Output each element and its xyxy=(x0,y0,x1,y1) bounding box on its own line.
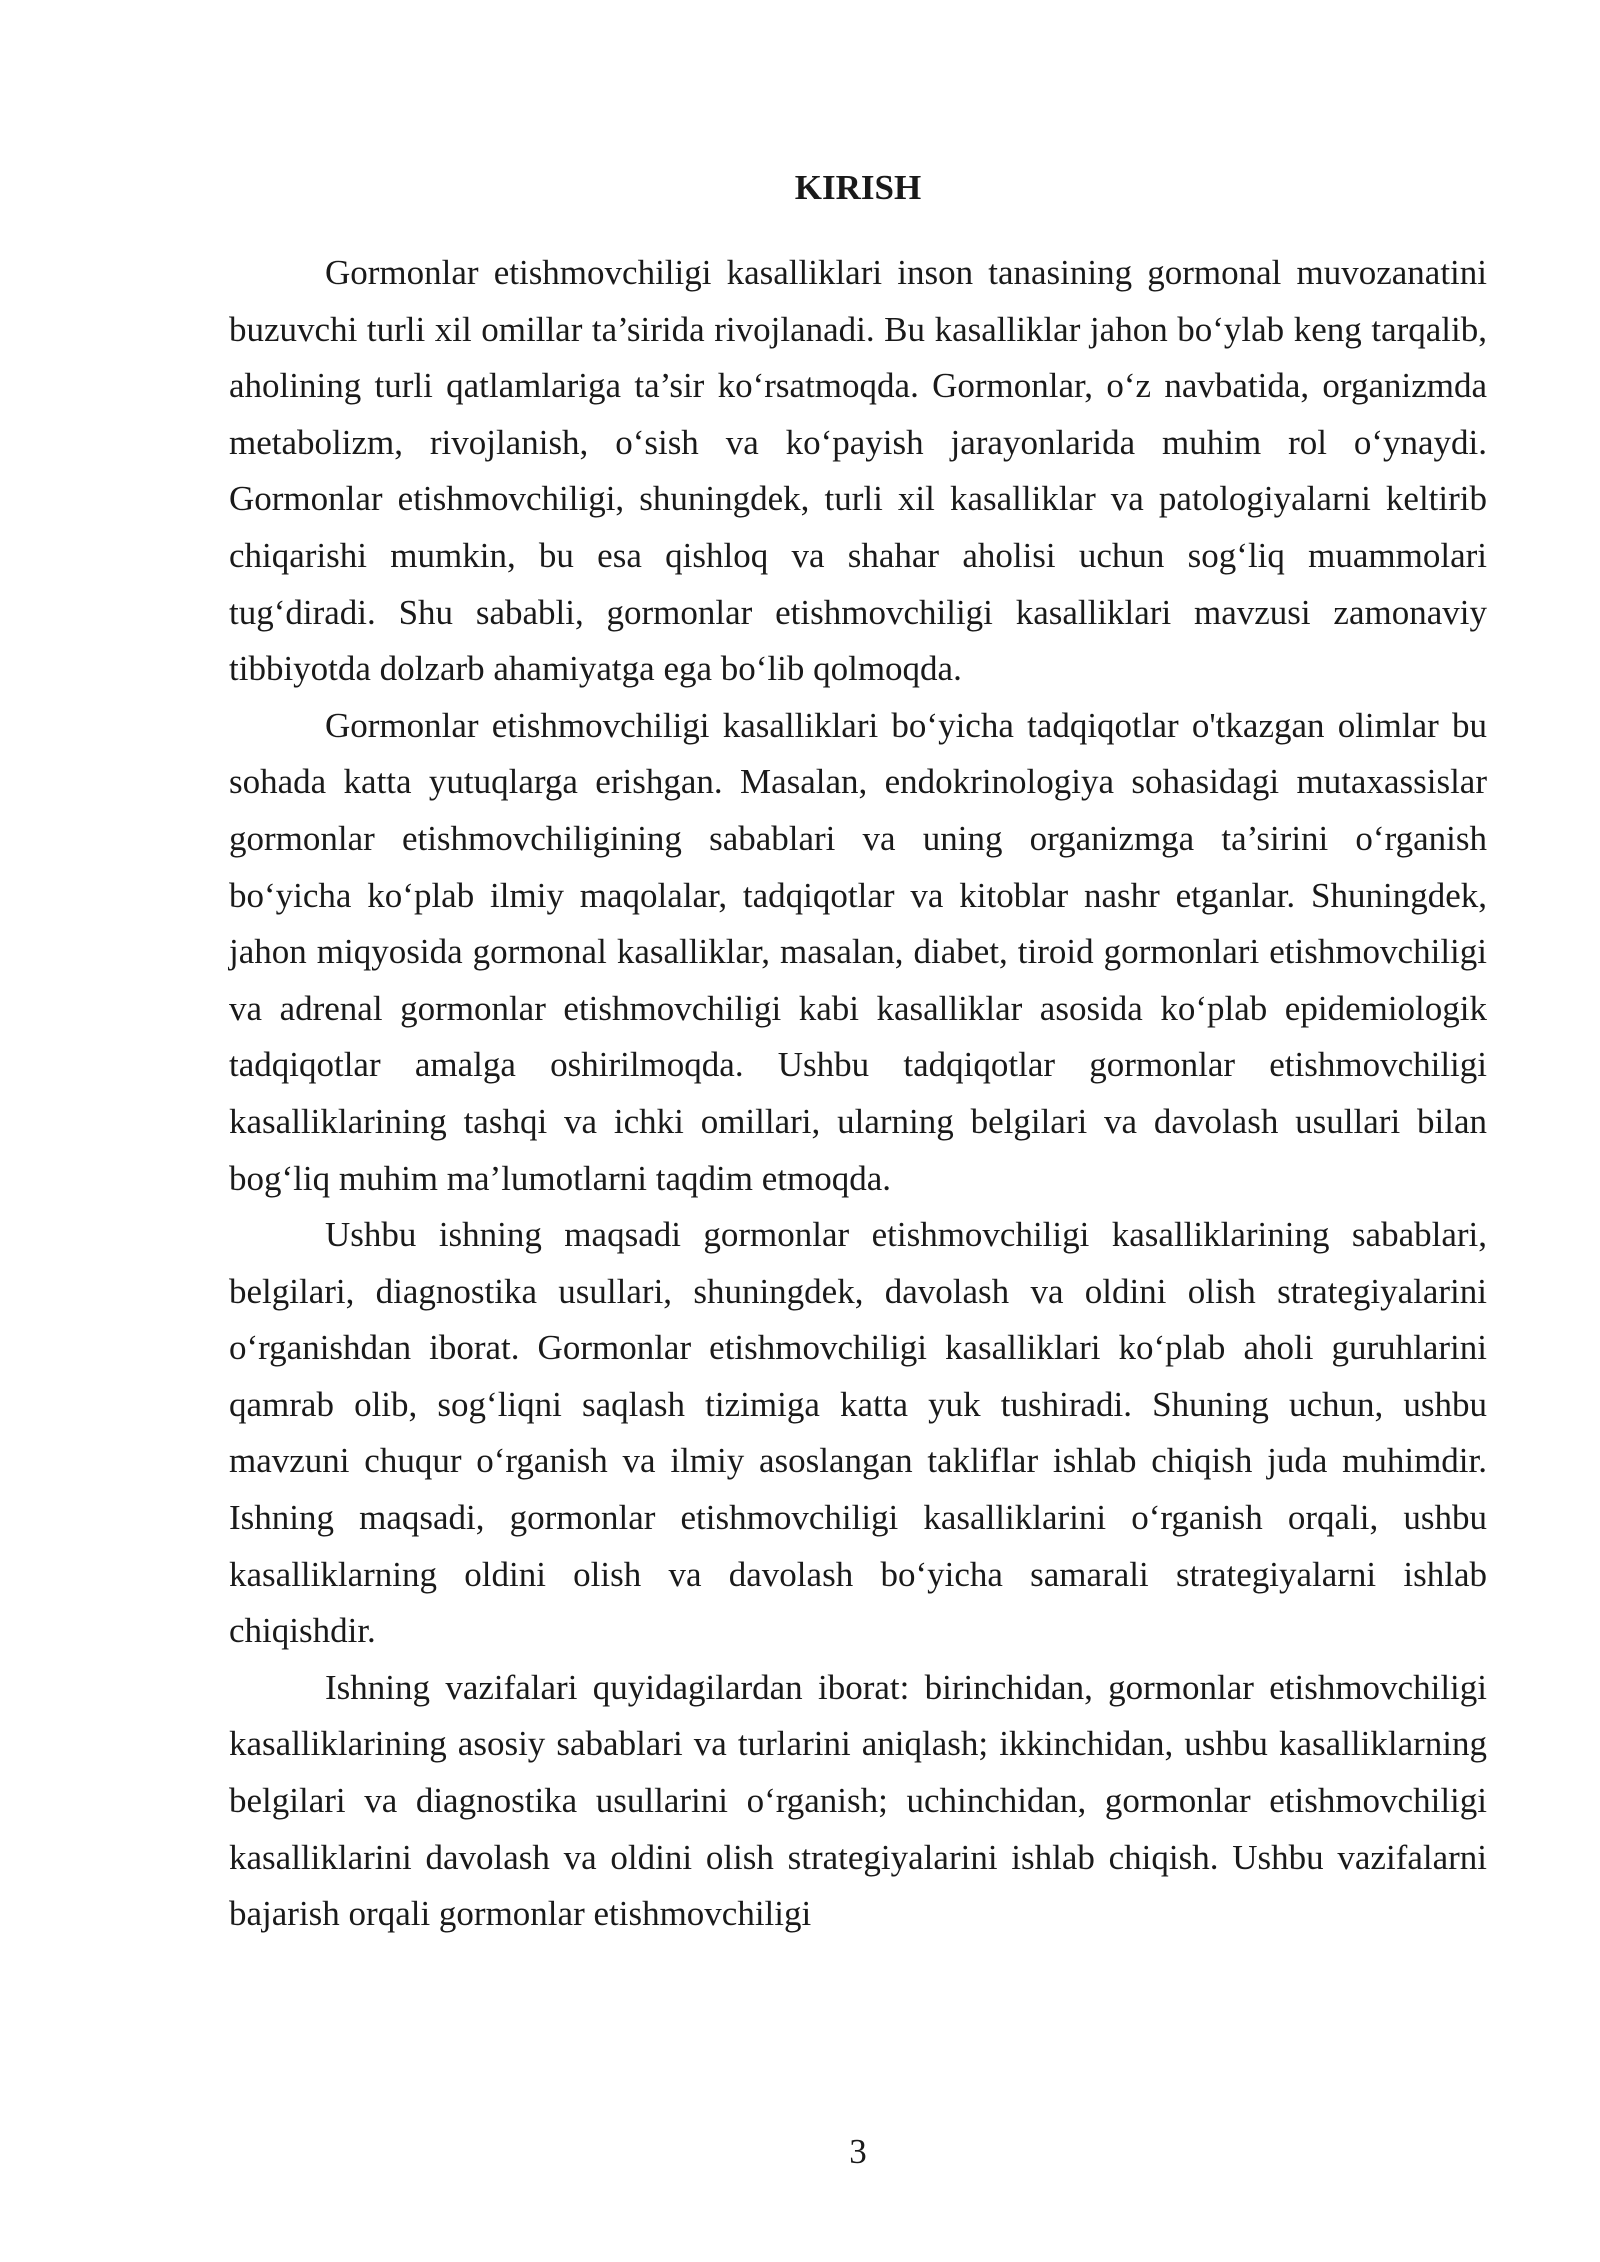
paragraph-3: Ushbu ishning maqsadi gormonlar etishmovchiligi kasalliklarining sabablari, belgilari, diagnostika usullari, shuningdek, davolash va oldini olish strategiyalarini o‘rganishdan iborat. Gormonlar etishmovchiligi kasalliklari ko‘plab aholi guruhlarini qamrab olib, sog‘liqni saqlash tizimiga katta yuk tushiradi. Shuning uchun, ushbu mavzuni chuqur o‘rganish va ilmiy asoslangan takliflar ishlab chiqish juda muhimdir. Ishning maqsadi, gormonlar etishmovchiligi kasalliklarini o‘rganish orqali, ushbu kasalliklarning oldini olish va davolash bo‘yicha samarali strategiyalarni ishlab chiqishdir. xyxy=(229,1215,1487,1651)
paragraph-1: Gormonlar etishmovchiligi kasalliklari inson tanasining gormonal muvozanatini buzuvchi turli xil omillar ta’sirida rivojlanadi. Bu kasalliklar jahon bo‘ylab keng tarqalib, aholining turli qatlamlariga ta’sir ko‘rsatmoqda. Gormonlar, o‘z navbatida, organizmda metabolizm, rivojlanish, o‘sish va ko‘payish jarayonlarida muhim rol o‘ynaydi. Gormonlar etishmovchiligi, shuningdek, turli xil kasalliklar va patologiyalarni keltirib chiqarishi mumkin, bu esa qishloq va shahar aholisi uchun sog‘liq muammolari tug‘diradi. Shu sababli, gormonlar etishmovchiligi kasalliklari mavzusi zamonaviy tibbiyotda dolzarb ahamiyatga ega bo‘lib qolmoqda. xyxy=(229,253,1487,689)
paragraph-4: Ishning vazifalari quyidagilardan iborat: birinchidan, gormonlar etishmovchiligi kasalliklarining asosiy sabablari va turlarini aniqlash; ikkinchidan, ushbu kasalliklarning belgilari va diagnostika usullarini o‘rganish; uchinchidan, gormonlar etishmovchiligi kasalliklarini davolash va oldini olish strategiyalarini ishlab chiqish. Ushbu vazifalarni bajarish orqali gormonlar etishmovchiligi xyxy=(229,1667,1487,1934)
paragraph-2: Gormonlar etishmovchiligi kasalliklari bo‘yicha tadqiqotlar o'tkazgan olimlar bu sohada katta yutuqlarga erishgan. Masalan, endokrinologiya sohasidagi mutaxassislar gormonlar etishmovchiligining sabablari va uning organizmga ta’sirini o‘rganish bo‘yicha ko‘plab ilmiy maqolalar, tadqiqotlar va kitoblar nashr etganlar. Shuningdek, jahon miqyosida gormonal kasalliklar, masalan, diabet, tiroid gormonlari etishmovchiligi va adrenal gormonlar etishmovchiligi kabi kasalliklar asosida ko‘plab epidemiologik tadqiqotlar amalga oshirilmoqda. Ushbu tadqiqotlar gormonlar etishmovchiligi kasalliklarining tashqi va ichki omillari, ularning belgilari va davolash usullari bilan bog‘liq muhim ma’lumotlarni taqdim etmoqda. xyxy=(229,705,1487,1198)
page-title: KIRISH xyxy=(794,168,922,207)
body-text xyxy=(229,245,1487,1943)
page-number: 3 xyxy=(849,2132,867,2171)
